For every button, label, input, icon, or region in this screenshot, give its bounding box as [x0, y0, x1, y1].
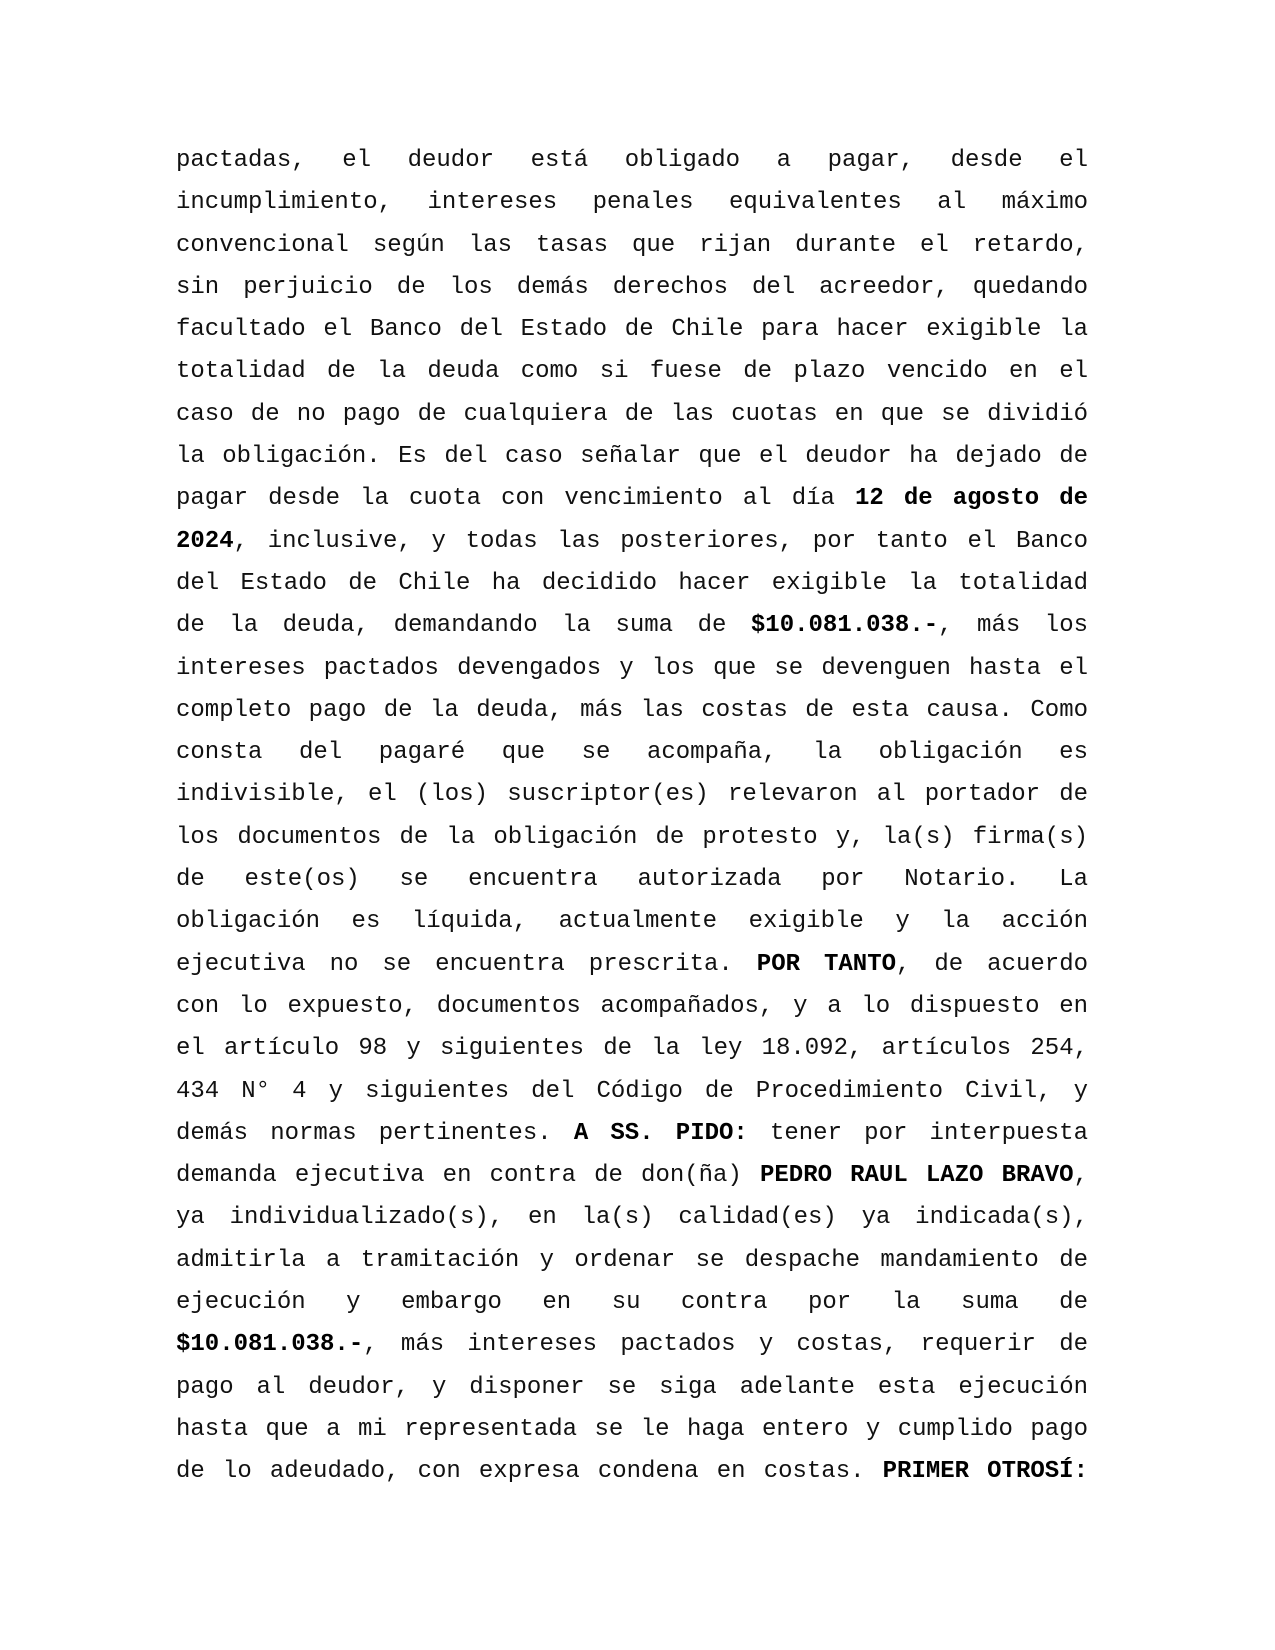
text-line: [176, 1324, 1088, 1366]
text-segment: sin perjuicio de los demás derechos del acreedor, quedando: [176, 273, 1088, 301]
text-segment: los documentos de la obligación de protesto y, la(s) firma(s): [176, 823, 1088, 851]
text-segment: ,: [1073, 1162, 1088, 1190]
text-segment: de la deuda, demandando la suma de: [176, 612, 751, 640]
text-segment: convencional según las tasas que rijan durante el retardo,: [176, 231, 1088, 259]
text-segment: pago al deudor, y disponer se siga adelante esta ejecución: [176, 1373, 1088, 1401]
text-segment: consta del pagaré que se acompaña, la obligación es: [176, 739, 1088, 767]
text-line: [176, 1367, 1088, 1409]
text-line: [176, 478, 1088, 520]
text-line: [176, 563, 1088, 605]
text-line: [176, 1071, 1088, 1113]
bold-text: POR TANTO: [756, 950, 896, 978]
text-line: [176, 140, 1088, 182]
text-line: [176, 182, 1088, 224]
text-line: [176, 1282, 1088, 1324]
text-line: [176, 351, 1088, 393]
text-segment: incumplimiento, intereses penales equivalentes al máximo: [176, 189, 1088, 217]
text-segment: ejecución y embargo en su contra por la suma de: [176, 1289, 1088, 1317]
bold-text: PEDRO RAUL LAZO BRAVO: [759, 1162, 1074, 1190]
text-segment: con lo expuesto, documentos acompañados, y a lo dispuesto en: [176, 992, 1088, 1020]
text-line: [176, 394, 1088, 436]
text-segment: , de acuerdo: [896, 950, 1088, 978]
text-line: [176, 732, 1088, 774]
text-line: [176, 521, 1088, 563]
text-segment: 434 N° 4 y siguientes del Código de Procedimiento Civil, y: [176, 1077, 1088, 1105]
text-segment: el artículo 98 y siguientes de la ley 18.092, artículos 254,: [176, 1035, 1088, 1063]
text-segment: ejecutiva no se encuentra prescrita.: [176, 950, 757, 978]
text-segment: tener por interpuesta: [747, 1119, 1088, 1147]
text-line: [176, 859, 1088, 901]
text-segment: obligación es líquida, actualmente exigible y la acción: [176, 908, 1088, 936]
text-line: [176, 436, 1088, 478]
text-segment: caso de no pago de cualquiera de las cuotas en que se dividió: [176, 400, 1088, 428]
text-segment: intereses pactados devengados y los que se devenguen hasta el: [176, 654, 1088, 682]
text-line: [176, 944, 1088, 986]
text-line: [176, 1028, 1088, 1070]
text-line: [176, 901, 1088, 943]
text-line: [176, 309, 1088, 351]
text-line: [176, 817, 1088, 859]
bold-text: A SS. PIDO:: [573, 1119, 748, 1147]
text-line: [176, 1409, 1088, 1451]
bold-text: $10.081.038.-: [750, 612, 939, 640]
text-line: [176, 774, 1088, 816]
text-line: [176, 1155, 1088, 1197]
text-line: [176, 986, 1088, 1028]
text-segment: pagar desde la cuota con vencimiento al día: [176, 485, 855, 513]
text-segment: , más intereses pactados y costas, requerir de: [363, 1331, 1088, 1359]
text-line: [176, 690, 1088, 732]
text-segment: de lo adeudado, con expresa condena en costas.: [176, 1458, 883, 1486]
bold-text: 2024: [176, 527, 234, 555]
text-line: [176, 225, 1088, 267]
text-line: [176, 267, 1088, 309]
text-segment: , más los: [938, 612, 1088, 640]
text-segment: hasta que a mi representada se le haga entero y cumplido pago: [176, 1415, 1088, 1443]
bold-text: 12 de agosto de: [854, 485, 1088, 513]
text-segment: pactadas, el deudor está obligado a pagar, desde el: [176, 147, 1088, 174]
bold-text: $10.081.038.-: [176, 1331, 364, 1359]
text-segment: facultado el Banco del Estado de Chile para hacer exigible la: [176, 316, 1088, 344]
bold-text: PRIMER OTROSÍ:: [882, 1458, 1088, 1486]
text-segment: la obligación. Es del caso señalar que el deudor ha dejado de: [176, 443, 1088, 471]
text-segment: indivisible, el (los) suscriptor(es) relevaron al portador de: [176, 781, 1088, 809]
text-segment: , inclusive, y todas las posteriores, por tanto el Banco: [233, 527, 1088, 555]
text-segment: completo pago de la deuda, más las costas de esta causa. Como: [176, 696, 1088, 724]
text-segment: del Estado de Chile ha decidido hacer exigible la totalidad: [176, 569, 1088, 597]
document-body: [176, 140, 1088, 1494]
text-segment: admitirla a tramitación y ordenar se despache mandamiento de: [176, 1246, 1088, 1274]
text-segment: demanda ejecutiva en contra de don(ña): [176, 1162, 760, 1190]
text-segment: demás normas pertinentes.: [176, 1119, 574, 1147]
text-line: [176, 1113, 1088, 1155]
text-line: [176, 1197, 1088, 1239]
text-line: [176, 1240, 1088, 1282]
text-segment: totalidad de la deuda como si fuese de plazo vencido en el: [176, 358, 1088, 386]
text-line: [176, 648, 1088, 690]
text-line: [176, 1451, 1088, 1493]
text-segment: ya individualizado(s), en la(s) calidad(es) ya indicada(s),: [176, 1204, 1088, 1232]
text-line: [176, 605, 1088, 647]
text-segment: de este(os) se encuentra autorizada por Notario. La: [176, 866, 1088, 894]
